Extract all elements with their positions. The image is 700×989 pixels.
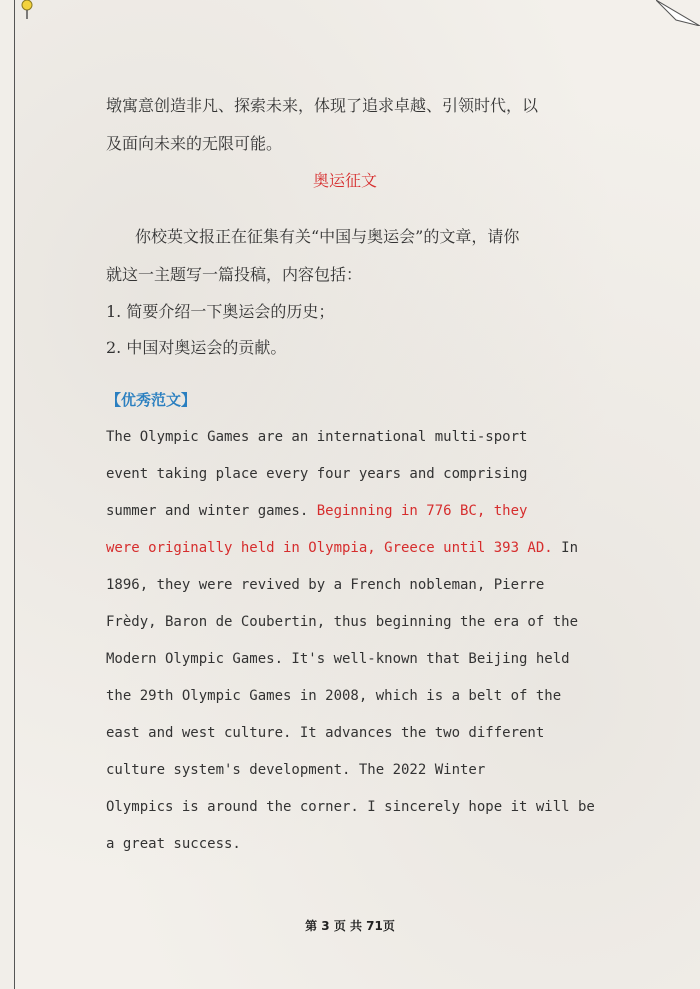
intro-line-2: 及面向未来的无限可能。 xyxy=(106,134,283,153)
essay-line: Frèdy, Baron de Coubertin, thus beginning the era of the xyxy=(106,614,579,630)
page-fold-icon xyxy=(656,0,700,26)
intro-line-1: 墩寓意创造非凡、探索未来，体现了追求卓越、引领时代，以 xyxy=(106,96,539,115)
essay-text: summer and winter games. xyxy=(106,503,317,519)
task-item-1: 1. 简要介绍一下奥运会的历史； xyxy=(106,302,335,321)
page-footer: 第 3 页 共 71页 xyxy=(305,919,395,933)
essay-line: the 29th Olympic Games in 2008, which is a belt of the xyxy=(106,688,562,704)
task-line-2: 就这一主题写一篇投稿，内容包括： xyxy=(106,265,363,284)
pushpin-icon xyxy=(18,0,36,20)
task-item-2: 2. 中国对奥运会的贡献。 xyxy=(106,338,287,357)
essay-line xyxy=(106,540,578,556)
essay-line: 1896, they were revived by a French nobleman, Pierre xyxy=(106,577,545,593)
essay-line: culture system's development. The 2022 Winter xyxy=(106,762,486,778)
essay-line xyxy=(106,503,527,519)
section-title: 【优秀范文】 xyxy=(106,391,197,409)
essay-text: In xyxy=(552,540,579,556)
task-line-1: 你校英文报正在征集有关“中国与奥运会”的文章，请你 xyxy=(135,227,520,246)
essay-highlight: were originally held in Olympia, Greece until 393 AD. xyxy=(106,540,553,556)
essay-line: east and west culture. It advances the two different xyxy=(106,725,545,741)
essay-line: Modern Olympic Games. It's well-known that Beijing held xyxy=(106,651,570,667)
essay-line: a great success. xyxy=(106,836,241,852)
essay-highlight: Beginning in 776 BC, they xyxy=(316,503,528,519)
task-title: 奥运征文 xyxy=(313,171,378,190)
essay-line: event taking place every four years and comprising xyxy=(106,466,528,482)
essay-line: The Olympic Games are an international multi-sport xyxy=(106,429,528,445)
essay-line: Olympics is around the corner. I sincerely hope it will be xyxy=(106,799,595,815)
